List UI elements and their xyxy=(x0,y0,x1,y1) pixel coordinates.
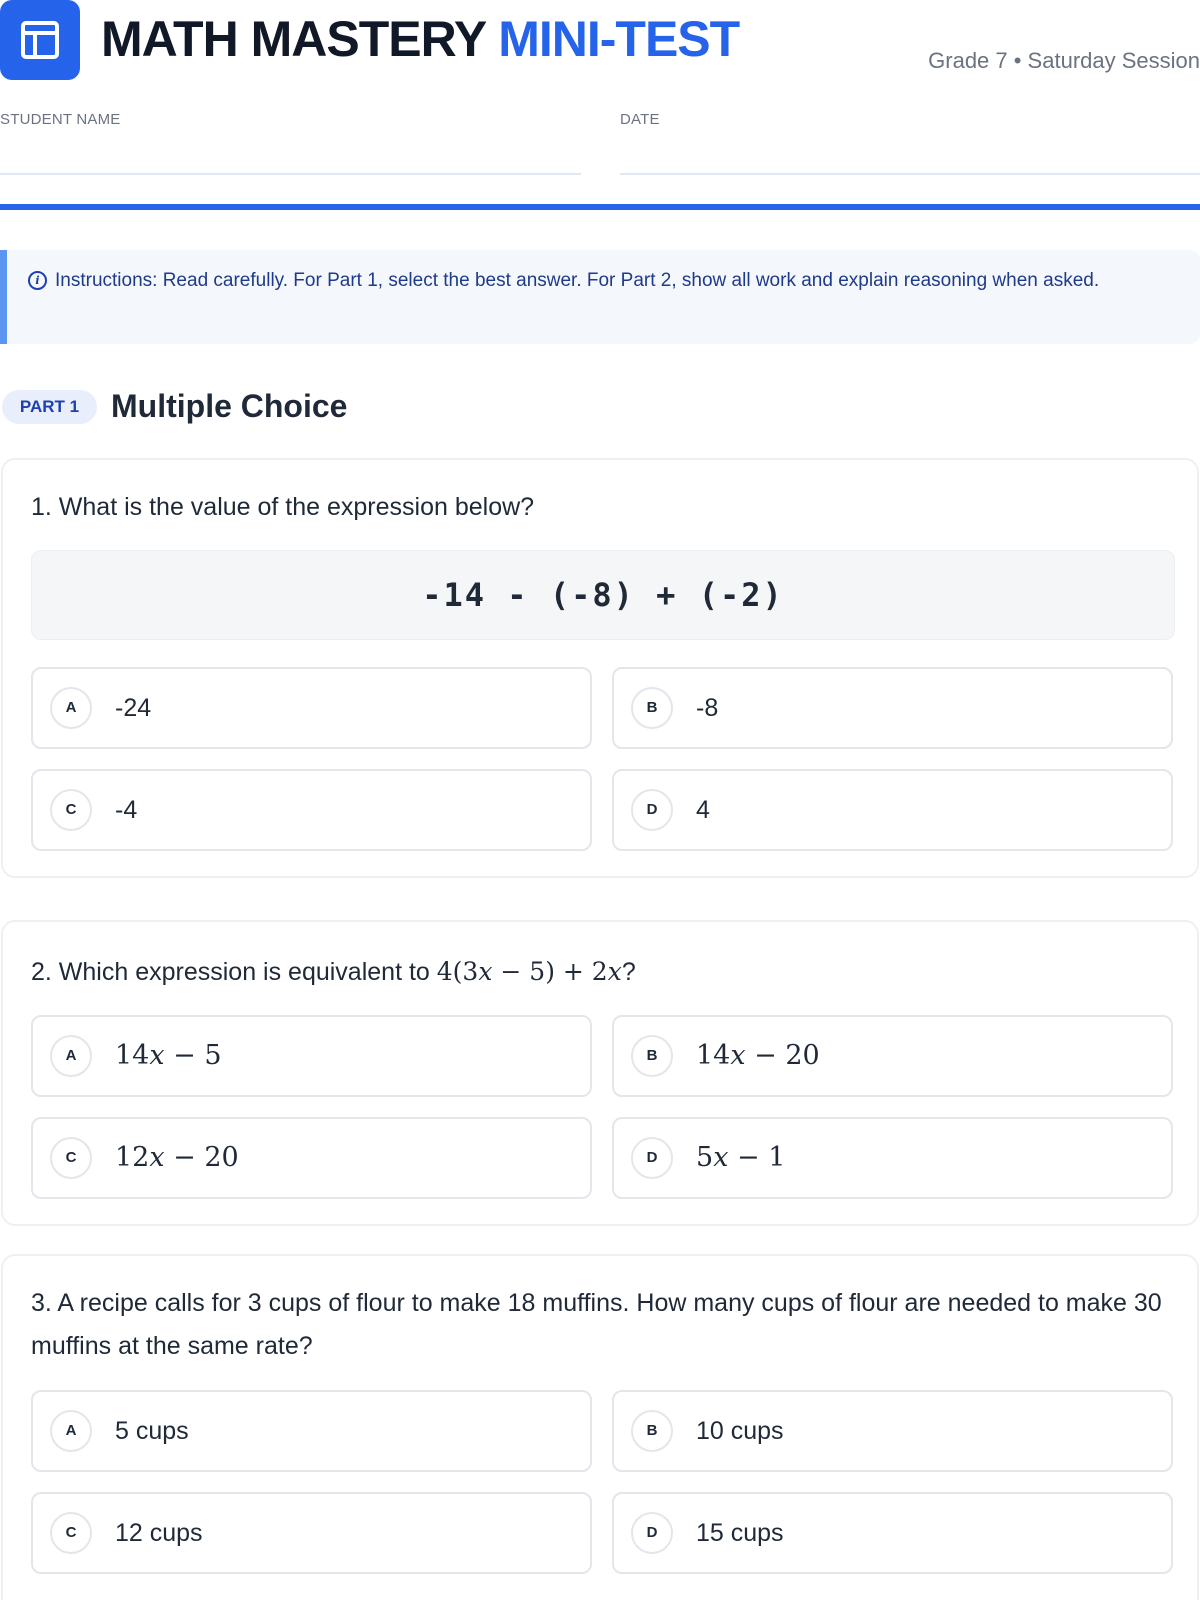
option-d[interactable] xyxy=(612,1492,1173,1574)
option-value: 14x − 5 xyxy=(115,1040,222,1071)
info-icon: i xyxy=(28,271,47,290)
option-letter: C xyxy=(50,1137,92,1179)
option-c[interactable] xyxy=(31,1492,592,1574)
expression-box: -14 - (-8) + (-2) xyxy=(31,550,1175,640)
option-letter: D xyxy=(631,789,673,831)
date-field[interactable] xyxy=(620,173,1200,175)
option-letter: A xyxy=(50,1410,92,1452)
option-letter: D xyxy=(631,1512,673,1554)
question-card-1 xyxy=(1,458,1199,878)
question-text xyxy=(31,950,1167,994)
header-divider xyxy=(0,204,1200,210)
question-text-suffix: ? xyxy=(621,958,636,986)
option-value: -4 xyxy=(115,796,138,824)
page-title xyxy=(101,6,739,72)
instructions-box xyxy=(0,250,1200,344)
option-value: 5x − 1 xyxy=(696,1142,786,1173)
option-value: 5 cups xyxy=(115,1417,189,1445)
option-a[interactable] xyxy=(31,1015,592,1097)
question-text: 1. What is the value of the expression below? xyxy=(31,493,535,521)
option-value: 12 cups xyxy=(115,1519,203,1547)
part-badge: PART 1 xyxy=(2,390,97,424)
session-subtitle: Grade 7 • Saturday Session xyxy=(928,48,1200,73)
option-letter: B xyxy=(631,687,673,729)
question-card-3 xyxy=(1,1254,1199,1600)
question-card-2 xyxy=(1,920,1199,1226)
option-value: 10 cups xyxy=(696,1417,784,1445)
option-a[interactable] xyxy=(31,1390,592,1472)
option-c[interactable] xyxy=(31,1117,592,1199)
question-text: 3. A recipe calls for 3 cups of flour to make 18 muffins. How many cups of flour are needed to make 30 muffins at the same rate? xyxy=(31,1289,1162,1360)
option-b[interactable] xyxy=(612,1390,1173,1472)
option-letter: C xyxy=(50,789,92,831)
test-header xyxy=(0,0,1200,82)
option-value: -24 xyxy=(115,694,152,722)
option-letter: A xyxy=(50,1035,92,1077)
option-value: -8 xyxy=(696,694,719,722)
section-title: Multiple Choice xyxy=(111,388,348,424)
option-letter: B xyxy=(631,1410,673,1452)
date-label: DATE xyxy=(620,111,660,128)
student-name-field[interactable] xyxy=(0,173,581,175)
option-value: 14x − 20 xyxy=(696,1040,820,1071)
title-main: MATH MASTERY xyxy=(101,11,486,67)
option-d[interactable] xyxy=(612,769,1173,851)
option-value: 12x − 20 xyxy=(115,1142,239,1173)
question-text-prefix: 2. Which expression is equivalent to xyxy=(31,958,437,986)
option-letter: C xyxy=(50,1512,92,1554)
logo xyxy=(0,0,80,80)
option-b[interactable] xyxy=(612,667,1173,749)
option-b[interactable] xyxy=(612,1015,1173,1097)
layout-panel-icon xyxy=(20,20,60,60)
option-letter: B xyxy=(631,1035,673,1077)
option-value: 15 cups xyxy=(696,1519,784,1547)
option-d[interactable] xyxy=(612,1117,1173,1199)
option-a[interactable] xyxy=(31,667,592,749)
student-name-label: STUDENT NAME xyxy=(0,111,121,128)
title-accent: MINI-TEST xyxy=(498,11,740,67)
option-letter: A xyxy=(50,687,92,729)
instructions-text: Instructions: Read carefully. For Part 1, select the best answer. For Part 2, show all work and explain reasoning when asked. xyxy=(55,270,1100,291)
option-c[interactable] xyxy=(31,769,592,851)
question-expression: 4(3x − 5) + 2x xyxy=(436,957,622,986)
option-letter: D xyxy=(631,1137,673,1179)
option-value: 4 xyxy=(696,796,710,824)
